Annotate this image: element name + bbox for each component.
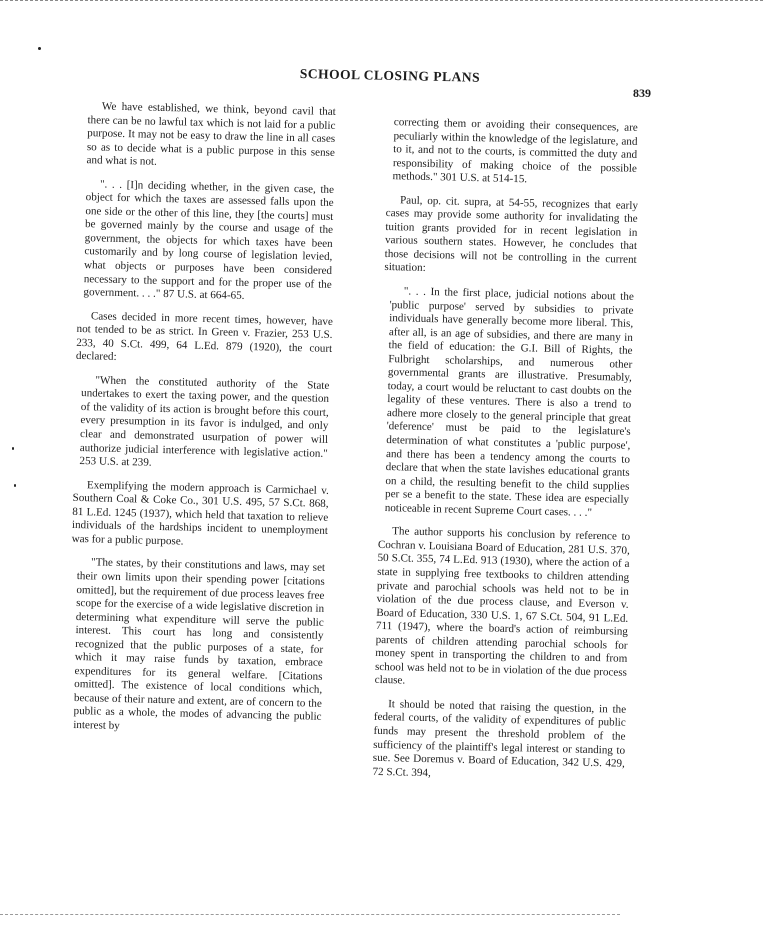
page-number: 839 — [633, 86, 651, 100]
scan-edge-top — [0, 0, 763, 1]
paragraph: We have established, we think, beyond cavil that there can be no lawful tax which is not laid for a public purpose. It may not be easy to draw the line in all cases so as to decide what is a public purpose in this sense and what is not. — [86, 100, 336, 168]
paragraph: correcting them or avoiding their consequences, are peculiarly within the knowledge of the legislature, and to it, and not to the courts, is committed the duty and responsibility of making choice of the possible methods." 301 U.S. at 514-15. — [392, 116, 638, 186]
paragraph: Exemplifying the modern approach is Carmichael v. Southern Coal & Coke Co., 301 U.S. 495, 57 S.Ct. 868, 81 L.Ed. 1245 (1937), which held that taxation to relieve individuals of the hardships incident to unemployment was for a public purpose. — [71, 478, 330, 548]
scan-speck — [12, 447, 14, 450]
scan-speck — [38, 47, 41, 50]
paragraph: ". . . [I]n deciding whether, in the given case, the object for which the taxes are assessed falls upon the one side or the other of this line, they [the courts] must be governed mainly by the course and usage of the government, the objects for which taxes have been customarily and by long course of legislation levied, what objects or purposes have been considered necessary to the support and for the proper use of the government. . . ." 87 U.S. at 664-65. — [83, 178, 335, 302]
left-text-column — [67, 100, 338, 748]
paragraph: "When the constituted authority of the State undertakes to exert the taxing power, and the question of the validity of its action is brought before this court, every presumption in its favor is indulged, and only clear and demonstrated usurpation of power will authorize judicial interference with legislative action." 253 U.S. at 239. — [79, 374, 330, 469]
paragraph: "The states, by their constitutions and laws, may set their own limits upon their spending power [citations omitted], but the requirement of due process leaves free scope for the exercise of a wide legislative discretion in determining what expenditure will serve the public interest. This court has long and consistently recognized that the public purposes of a state, for which it may raise funds by taxation, embrace expenditures for its general welfare. [Citations omitted]. The existence of local conditions which, because of their nature and extent, are of concern to the public as a whole, the modes of advancing the public interest by — [73, 556, 326, 733]
right-text-column — [372, 116, 640, 795]
paragraph: ". . . In the first place, judicial notions about the 'public purpose' served by subsidies to private individuals have generally become more liberal. This, after all, is an age of subsidies, and there are many in the field of education: the G.I. Bill of Rights, the Fulbright scholarships, and numerous other governmental grants are illustrative. Presumably, today, a court would be reluctant to cast doubts on the legality of these ventures. There is also a trend to adhere more closely to the general principle that great 'deference' must be paid to the legislature's determination of what constitutes a 'public purpose', and there has been a tendency among the courts to declare that when the state lavishes educational grants on a child, the resulting benefit to the child supplies per se a benefit to the state. These idea are especially noticeable in recent Supreme Court cases. . . ." — [384, 285, 634, 519]
paragraph: Paul, op. cit. supra, at 54-55, recognizes that early cases may provide some authority for invalidating the tuition grants provided for in recent legislation in various southern states. However, he concludes that those decisions will not be controlling in the current situation: — [384, 194, 639, 275]
scan-edge-bottom — [0, 914, 620, 915]
running-header-title: SCHOOL CLOSING PLANS — [299, 66, 481, 85]
paragraph: It should be noted that raising the question, in the federal courts, of the validity of expenditures of public funds may present the threshold problem of the sufficiency of the plaintiff's legal interest or standing to sue. See Doremus v. Board of Education, 342 U.S. 429, 72 S.Ct. 394, — [372, 698, 627, 779]
paragraph: Cases decided in more recent times, however, have not tended to be as strict. In Green v. Frazier, 253 U.S. 233, 40 S.Ct. 499, 64 L.Ed. 879 (1920), the court declared: — [75, 309, 333, 364]
paragraph: The author supports his conclusion by reference to Cochran v. Louisiana Board of Education, 281 U.S. 370, 50 S.Ct. 355, 74 L.Ed. 913 (1930), where the action of a state in supplying free textbooks to children attending private and parochial schools was held not to be in violation of the due process clause, and Everson v. Board of Education, 330 U.S. 1, 67 S.Ct. 504, 91 L.Ed. 711 (1947), where the board's action of reimbursing parents of children attending parochial schools for money spent in transporting the children to and from school was held not to be in violation of the due process clause. — [374, 525, 631, 687]
scan-speck — [14, 484, 16, 487]
